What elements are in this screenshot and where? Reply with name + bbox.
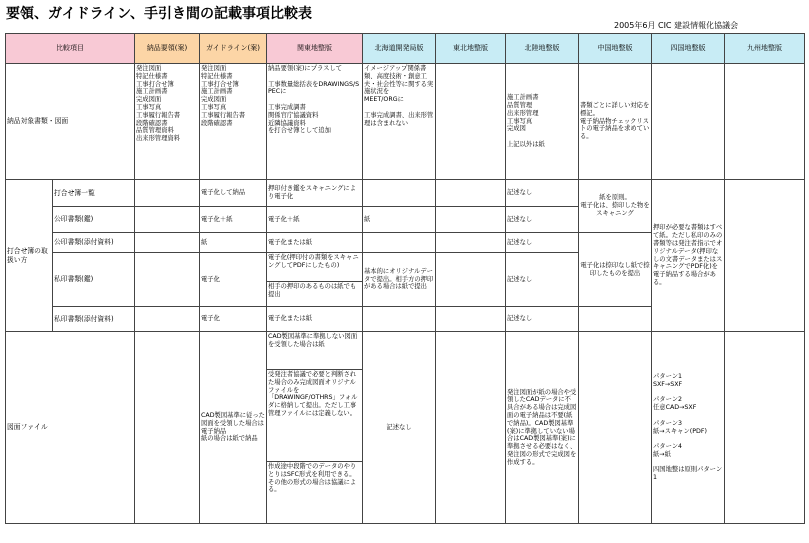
row-label-deliverables: 納品対象書類・図面 (6, 64, 135, 180)
cell-hokkaido-deliverables: イメージアップ関係書類、高度技術・創意工夫・社会性等に関する実施状況を MEET/ORGに 工事完成調書、出来形管理は含まれない (363, 64, 436, 180)
cell-nohin-private-attach (135, 307, 200, 332)
cell-kanto-private-attach: 電子化または紙 (267, 307, 363, 332)
cell-kyushu-deliverables (725, 64, 805, 180)
group-label-meeting-records: 打合せ簿の取扱い方 (6, 180, 53, 332)
cell-hokuriku-private-cover: 記述なし (506, 253, 579, 307)
comparison-table (5, 33, 805, 524)
cell-kanto-official-cover: 電子化＋紙 (267, 207, 363, 233)
sub-label-private-cover: 私印書類(鑑) (53, 253, 135, 307)
header-kyushu: 九州地整版 (725, 34, 805, 64)
cell-kanto-private-cover-a: 電子化(押印付の書類をスキャニングしてPDFにしたもの) (267, 253, 363, 282)
cell-hokuriku-drawings: 発注図面が紙の場合や受領したCADデータに不具合がある場合は完成図面の電子納品は不要(紙で納品)。CAD製図基準(案)に準拠していない場合はCAD製図基準(案)に準拠させる必要はなく、発注図の形式で完成図を作成する。 (506, 332, 579, 524)
cell-nohin-drawings (135, 332, 200, 524)
cell-tohoku-meeting-list (436, 180, 506, 207)
cell-guideline-official-cover: 電子化＋紙 (200, 207, 267, 233)
cell-tohoku-private-cover (436, 253, 506, 307)
header-chugoku: 中国地整版 (579, 34, 652, 64)
sub-label-meeting-list: 打合せ簿一覧 (53, 180, 135, 207)
cell-chugoku-deliverables: 書類ごとに詳しい対応を標記。 電子納品物チェックリストの電子納品を求めている。 (579, 64, 652, 180)
cell-hokkaido-official-attach (363, 233, 436, 253)
cell-guideline-drawings: CAD製図基準に従った図面を受領した場合は電子納品 紙の場合は紙で納品 (200, 332, 267, 524)
cell-nohin-official-attach (135, 233, 200, 253)
cell-kanto-private-cover-b: 相手の押印のあるものは紙でも提出 (267, 282, 363, 307)
organization-date: 2005年6月 CIC 建設情報化協議会 (614, 21, 739, 30)
cell-kanto-official-attach: 電子化または紙 (267, 233, 363, 253)
header-guideline: ガイドライン(案) (200, 34, 267, 64)
cell-chugoku-private-attach (579, 307, 652, 332)
cell-kanto-meeting-list: 押印付き鑑をスキャニングにより電子化 (267, 180, 363, 207)
cell-guideline-private-attach: 電子化 (200, 307, 267, 332)
cell-hokkaido-private-cover: 基本的にオリジナルデータで提出。相手方の押印がある場合は紙で提出 (363, 253, 436, 307)
header-hokkaido: 北海道開発局版 (363, 34, 436, 64)
header-tohoku: 東北地整版 (436, 34, 506, 64)
cell-hokuriku-private-attach: 記述なし (506, 307, 579, 332)
cell-nohin-official-cover (135, 207, 200, 233)
header-comparison: 比較項目 (6, 34, 135, 64)
cell-kyushu-meeting (725, 180, 805, 332)
row-label-drawings: 図面ファイル (6, 332, 135, 524)
cell-chugoku-drawings (579, 332, 652, 524)
cell-hokuriku-deliverables: 施工計画書 品質管理 出来形管理 工事写真 完成図 上記以外は紙 (506, 64, 579, 180)
cell-kanto-drawings-3: 作成途中段階でのデータのやりとりはSFC形式を利用できる。 その他の形式の場合は協議による。 (267, 462, 363, 524)
cell-hokkaido-official-cover: 紙 (363, 207, 436, 233)
cell-tohoku-official-attach (436, 233, 506, 253)
sub-label-private-attach: 私印書類(添付資料) (53, 307, 135, 332)
cell-tohoku-deliverables (436, 64, 506, 180)
document-title: 要領、ガイドライン、手引き間の記載事項比較表 (6, 6, 313, 22)
cell-nohin-meeting-list (135, 180, 200, 207)
cell-hokuriku-official-attach: 記述なし (506, 233, 579, 253)
header-hokuriku: 北陸地整版 (506, 34, 579, 64)
cell-hokuriku-official-cover: 記述なし (506, 207, 579, 233)
cell-shikoku-drawings: パターン1 SXF→SXF パターン2 任意CAD→SXF パターン3 紙→スキャン(PDF) パターン4 紙→紙 四国地整は原則パターン1 (652, 332, 725, 524)
cell-tohoku-private-attach (436, 307, 506, 332)
cell-guideline-deliverables: 発注図面 特記仕様書 工事打合せ簿 施工計画書 完成図面 工事写真 工事履行報告書 段階確認書 (200, 64, 267, 180)
cell-hokkaido-private-attach (363, 307, 436, 332)
cell-chugoku-private: 電子化は捺印なし紙で捺印したものを提出 (579, 233, 652, 307)
cell-tohoku-official-cover (436, 207, 506, 233)
header-kanto: 関東地整版 (267, 34, 363, 64)
cell-shikoku-deliverables (652, 64, 725, 180)
sub-label-official-attach: 公印書類(添付資料) (53, 233, 135, 253)
cell-kanto-drawings-1: CAD製図基準に準拠しない図面を受領した場合は紙 (267, 332, 363, 370)
cell-tohoku-drawings (436, 332, 506, 524)
cell-hokkaido-meeting-list (363, 180, 436, 207)
cell-chugoku-official: 紙を原則。 電子化は、捺印した物をスキャニング (579, 180, 652, 233)
header-nohin: 納品要領(案) (135, 34, 200, 64)
sub-label-official-cover: 公印書類(鑑) (53, 207, 135, 233)
cell-hokkaido-drawings: 記述なし (363, 332, 436, 524)
cell-nohin-private-cover (135, 253, 200, 307)
cell-kanto-deliverables: 納品要領(案)にプラスして 工事数量総括表をDRAWINGS/SPECに 工事完成調書 関係官庁協議資料 近隣協議資料 を打合せ簿として追加 (267, 64, 363, 180)
cell-guideline-official-attach: 紙 (200, 233, 267, 253)
cell-hokuriku-meeting-list: 記述なし (506, 180, 579, 207)
cell-guideline-private-cover: 電子化 (200, 253, 267, 307)
cell-nohin-deliverables: 発注図面 特記仕様書 工事打合せ簿 施工計画書 完成図面 工事写真 工事履行報告書 段階確認書 品質管理資料 出来形管理資料 (135, 64, 200, 180)
cell-shikoku-meeting: 押印が必要な書類はすべて紙。ただし私印のみの書類等は発注者指示でオリジナルデータ(押印なしの文書データまたはスキャニングでPDF化)を電子納品する場合がある。 (652, 180, 725, 332)
cell-kyushu-drawings (725, 332, 805, 524)
header-shikoku: 四国地整版 (652, 34, 725, 64)
cell-kanto-drawings-2: 受発注者協議で必要と判断された場合のみ完成図面オリジナルファイルを 「DRAWINGF/OTHRS」フォルダに格納して提出。ただし工事管理ファイルには定義しない。 (267, 370, 363, 462)
cell-guideline-meeting-list: 電子化して納品 (200, 180, 267, 207)
